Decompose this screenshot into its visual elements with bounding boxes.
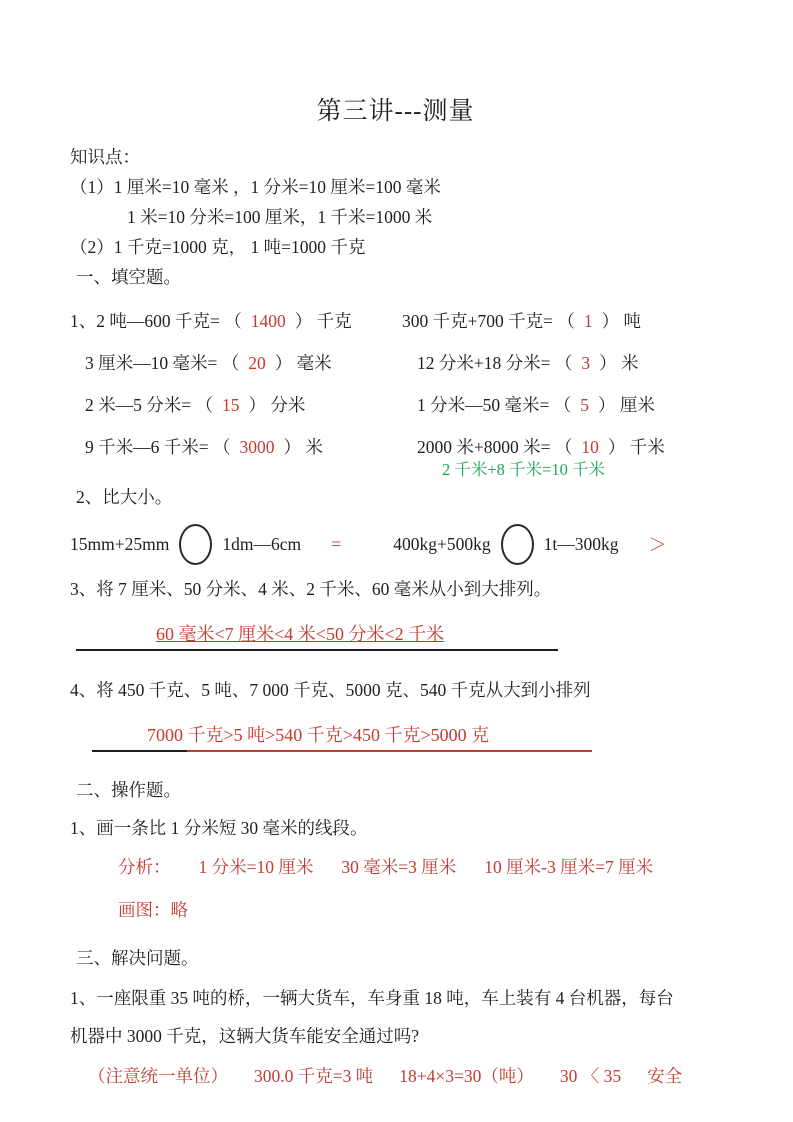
operation-question-prompt: 1、画一条比 1 分米短 30 毫米的线段。	[70, 818, 368, 838]
analysis-step: 10 厘米-3 厘米=7 厘米	[484, 857, 654, 877]
fill-item: 1 分米—50 毫米= （ 5 ） 厘米	[417, 395, 655, 415]
solve-problem-line-1: 1、一座限重 35 吨的桥，一辆大货车，车身重 18 吨，车上装有 4 台机器，每台	[70, 988, 674, 1008]
fill-item: 300 千克+700 千克= （ 1 ） 吨	[402, 311, 641, 331]
operation-draw-answer: 画图：略	[118, 900, 188, 920]
compare-right-answer: ＞	[648, 535, 667, 555]
question-4-prompt: 4、将 450 千克、5 吨、7 000 千克、5000 克、540 千克从大到小排列	[70, 680, 591, 700]
section-1-heading: 一、填空题。	[76, 267, 181, 287]
knowledge-line-2: 1 米=10 分米=100 厘米，1 千米=1000 米	[127, 207, 433, 227]
fill-item: 3 厘米—10 毫米= （ 20 ） 毫米	[85, 353, 332, 373]
solve-answer-part: 30 〈 35	[559, 1066, 622, 1086]
answer-value: 3000	[239, 437, 275, 457]
answer-value: 1	[583, 311, 593, 331]
section-3-heading: 三、解决问题。	[76, 948, 199, 968]
compare-right-expr-1: 400kg+500kg	[393, 533, 491, 554]
knowledge-line-3: （2）1 千克=1000 克， 1 吨=1000 千克	[70, 237, 366, 257]
comparison-circle-icon	[501, 524, 534, 565]
analysis-label: 分析：	[118, 857, 171, 877]
solve-answer-part: 安全	[647, 1066, 683, 1086]
question-2-heading: 2、比大小。	[76, 487, 173, 507]
answer-value: 1400	[250, 311, 286, 331]
knowledge-points	[70, 142, 721, 262]
answer-value: 20	[248, 353, 266, 373]
fill-row	[70, 342, 721, 384]
fill-item: 2 米—5 分米= （ 15 ） 分米	[85, 395, 306, 415]
operation-analysis	[118, 855, 721, 880]
solve-answer-part: （注意统一单位）	[88, 1066, 228, 1086]
question-3-answer-blank	[76, 620, 558, 651]
section-2-heading: 二、操作题。	[76, 780, 181, 800]
fill-row	[70, 300, 721, 342]
answer-value: 15	[222, 395, 240, 415]
question-4-answer-blank	[92, 721, 592, 755]
solve-problem-answer	[88, 1061, 721, 1091]
compare-left-answer: =	[331, 533, 342, 554]
question-4-answer: 7000 千克>5 吨>540 千克>450 千克>5000 克	[147, 725, 490, 745]
green-work-note: 2 千米+8 千米=10 千米	[442, 460, 605, 479]
fill-item: 9 千米—6 千米= （ 3000 ） 米	[85, 437, 323, 457]
fill-row	[70, 384, 721, 426]
compare-row	[70, 522, 721, 566]
analysis-step: 1 分米=10 厘米	[198, 857, 314, 877]
knowledge-line-1: （1）1 厘米=10 毫米 ，1 分米=10 厘米=100 毫米	[70, 177, 441, 197]
fill-item: 12 分米+18 分米= （ 3 ） 米	[417, 353, 639, 373]
answer-value: 3	[581, 353, 591, 373]
question-3-prompt: 3、将 7 厘米、50 分米、4 米、2 千米、60 毫米从小到大排列。	[70, 579, 552, 599]
solve-answer-part: 18+4×3=30（吨）	[399, 1066, 534, 1086]
fill-in-blanks	[70, 300, 721, 468]
question-3-answer: 60 毫米<7 厘米<4 米<50 分米<2 千米	[156, 624, 445, 644]
fill-row	[70, 426, 721, 468]
fill-item: 2000 米+8000 米= （ 10 ） 千米	[417, 437, 665, 457]
compare-right-expr-2: 1t—300kg	[543, 533, 619, 554]
comparison-circle-icon	[179, 524, 212, 565]
answer-value: 5	[580, 395, 589, 415]
fill-item: 1、2 吨—600 千克= （ 1400 ） 千克	[70, 311, 352, 331]
compare-left-expr-2: 1dm—6cm	[222, 533, 302, 554]
page-title: 第三讲---测量	[316, 98, 475, 125]
solve-problem-line-2: 机器中 3000 千克，这辆大货车能安全通过吗?	[70, 1026, 420, 1046]
compare-left-expr-1: 15mm+25mm	[70, 533, 170, 554]
knowledge-heading: 知识点：	[70, 147, 140, 167]
answer-underline	[92, 750, 592, 752]
analysis-step: 30 毫米=3 厘米	[341, 857, 457, 877]
solve-problem	[70, 979, 721, 1055]
answer-value: 10	[581, 437, 599, 457]
solve-answer-part: 300.0 千克=3 吨	[254, 1066, 374, 1086]
